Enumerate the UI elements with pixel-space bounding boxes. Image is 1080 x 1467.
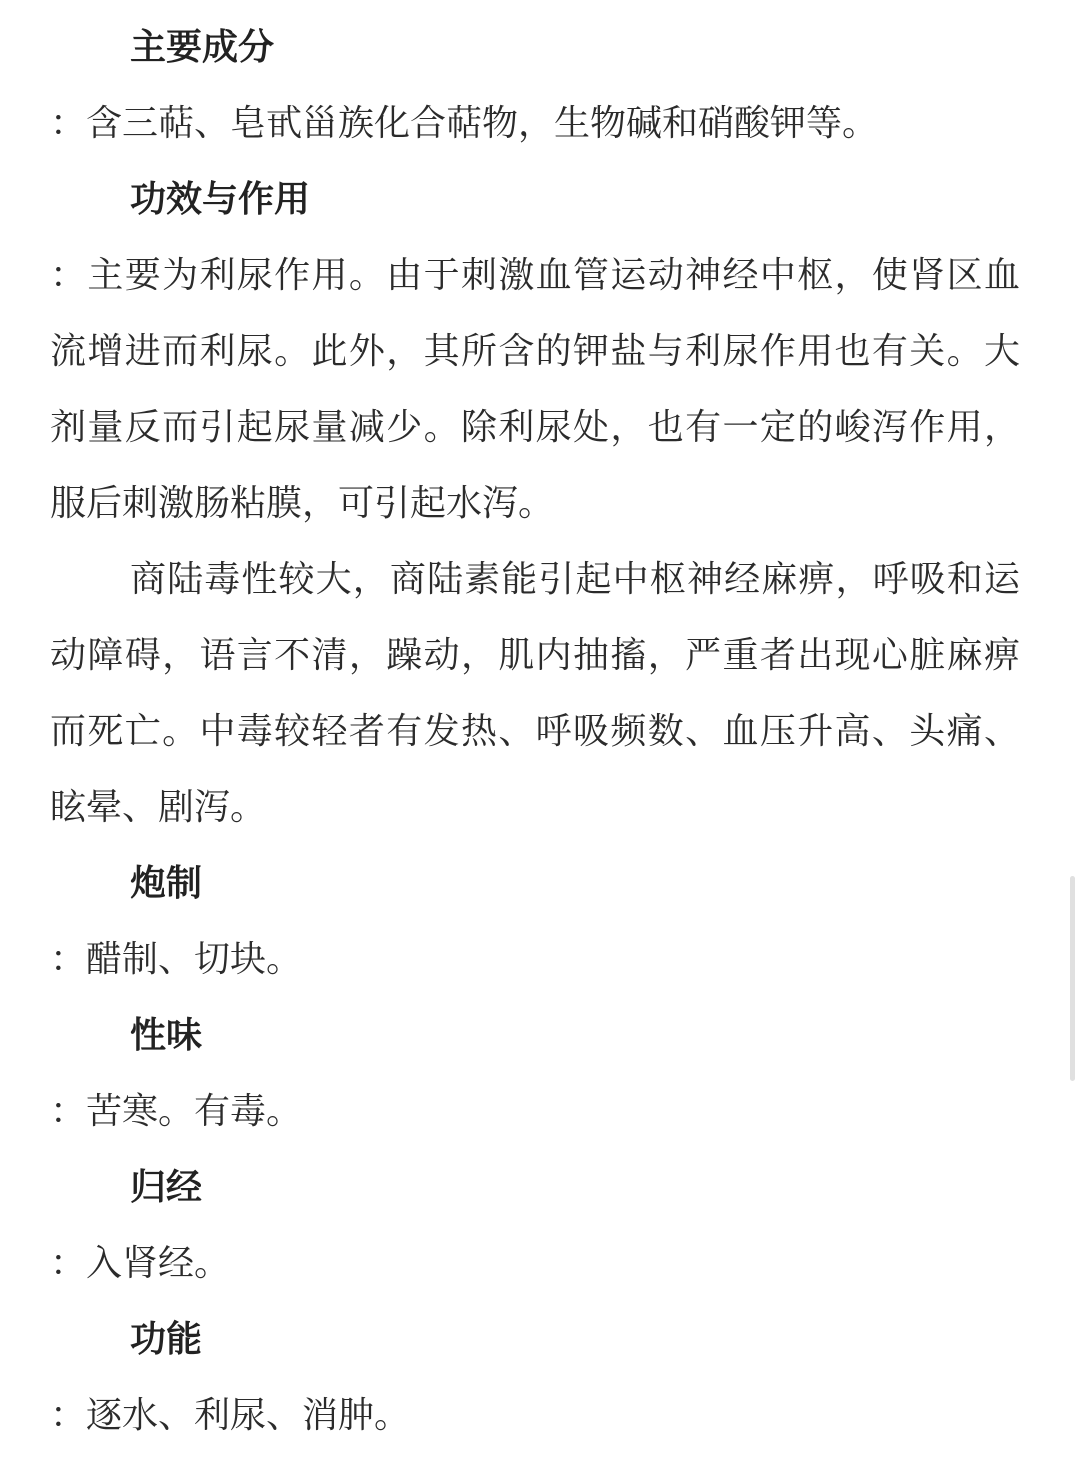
text-meridian: ：入肾经。: [50, 1243, 231, 1284]
heading-nature-taste: 性味: [130, 1015, 203, 1056]
text-processing: ：醋制、切块。: [50, 939, 303, 980]
article-body: [50, 10, 1020, 1454]
text-function: ：逐水、利尿、消肿。: [50, 1395, 411, 1436]
heading-meridian: 归经: [130, 1167, 203, 1208]
heading-efficacy: 功效与作用: [130, 179, 311, 220]
text-main-ingredients: ：含三萜、皂甙甾族化合萜物，生物碱和硝酸钾等。: [50, 103, 879, 144]
text-toxicity: 商陆毒性较大，商陆素能引起中枢神经麻痹，呼吸和运动障碍，语言不清，躁动，肌内抽搐，严重者出现心脏麻痹而死亡。中毒较轻者有发热、呼吸频数、血压升高、头痛、眩晕、剧泻。: [50, 559, 1020, 828]
heading-function: 功能: [130, 1319, 203, 1360]
heading-main-ingredients: 主要成分: [130, 27, 275, 68]
text-efficacy: ：主要为利尿作用。由于刺激血管运动神经中枢，使肾区血流增进而利尿。此外，其所含的钾盐与利尿作用也有关。大剂量反而引起尿量减少。除利尿处，也有一定的峻泻作用，服后刺激肠粘膜，可引起水泻。: [50, 255, 1020, 524]
heading-processing: 炮制: [130, 863, 203, 904]
scrollbar-thumb[interactable]: [1070, 876, 1075, 1081]
text-nature-taste: ：苦寒。有毒。: [50, 1091, 303, 1132]
